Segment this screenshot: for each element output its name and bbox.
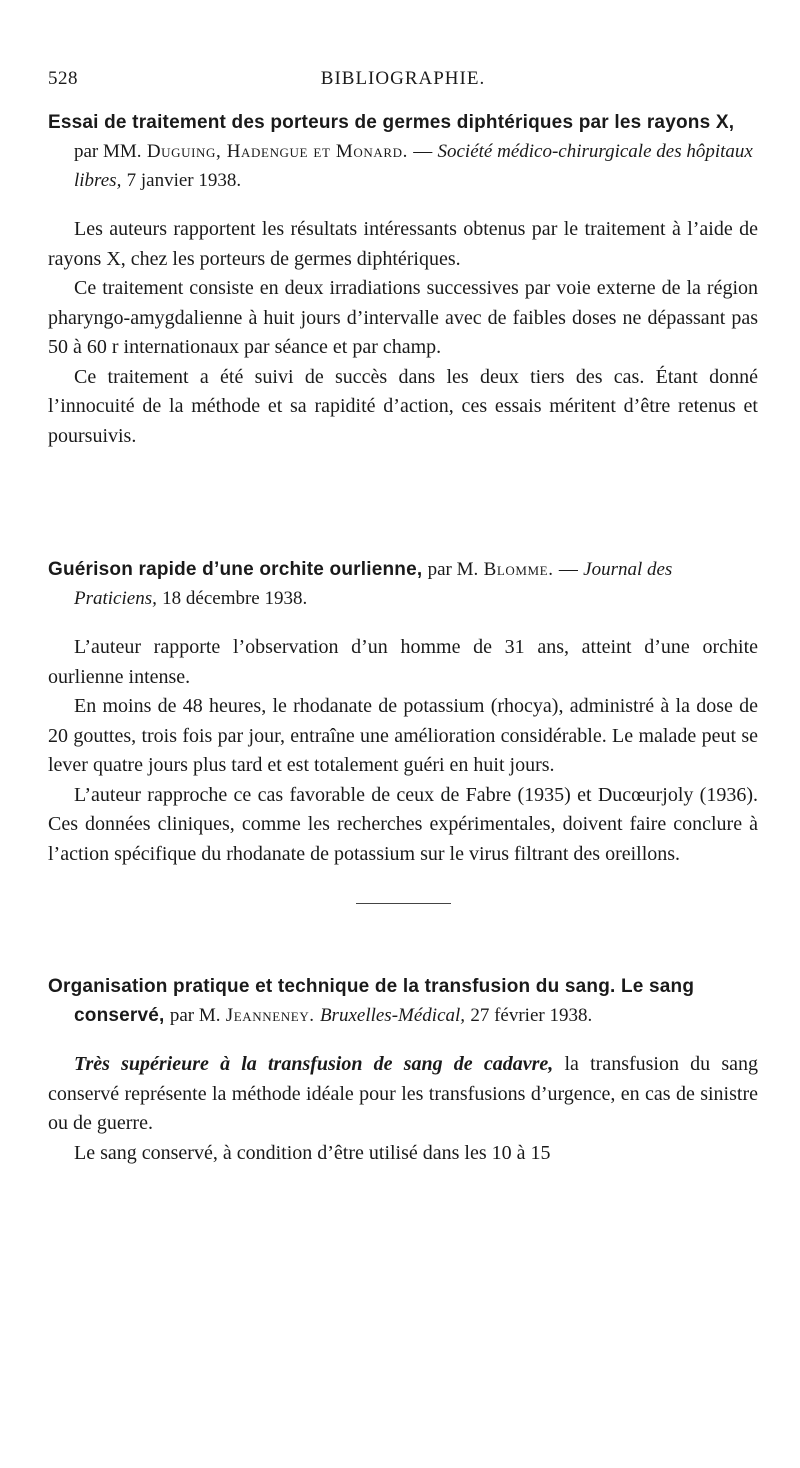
- entry-par: par M.: [427, 559, 479, 580]
- entry-title: Organisation pratique et technique de la transfusion du sang. Le sang conservé,: [48, 976, 695, 1026]
- paragraph: L’auteur rapproche ce cas favorable de ceux de Fabre (1935) et Ducœurjoly (1936). Ces données cliniques, comme les recherches expérimentales, doivent faire conclure à l’action spécifique du rhodanate de potassium sur le virus filtrant des oreillons.: [48, 783, 758, 865]
- entry-separator: —: [413, 141, 433, 162]
- entry-title: Essai de traitement des porteurs de germes diphtériques par les rayons X,: [48, 112, 735, 133]
- entry-heading: [48, 108, 758, 195]
- entry-title: Guérison rapide d’une orchite ourlienne,: [48, 559, 423, 580]
- running-head: [48, 60, 758, 94]
- entry-date: 27 février 1938.: [470, 1005, 593, 1026]
- entry-par: par MM.: [74, 141, 142, 162]
- paragraph: L’auteur rapporte l’observation d’un homme de 31 ans, atteint d’une orchite ourlienne intense.: [48, 636, 758, 688]
- bibliography-entry: [48, 972, 758, 1168]
- paragraph: En moins de 48 heures, le rhodanate de potassium (rhocya), administré à la dose de 20 gouttes, trois fois par jour, entraîne une amélioration considérable. Le malade peut se lever quatre jours plus tard et est totalement guéri en huit jours.: [48, 695, 758, 776]
- running-title: BIBLIOGRAPHIE.: [320, 68, 486, 89]
- paragraph: [48, 1050, 758, 1139]
- paragraph: Ce traitement a été suivi de succès dans les deux tiers des cas. Étant donné l’innocuité de la méthode et sa rapidité d’action, ces essais méritent d’être retenus et poursuivis.: [48, 365, 758, 447]
- paragraph: Les auteurs rapportent les résultats intéressants obtenus par le traitement à l’aide de rayons X, chez les porteurs de germes diphtériques.: [48, 218, 758, 270]
- entry-par: par M.: [169, 1005, 221, 1026]
- entry-date: 7 janvier 1938.: [126, 170, 242, 191]
- page-number: 528: [48, 68, 78, 89]
- entry-heading: [48, 555, 758, 613]
- entry-authors: Blomme.: [483, 559, 554, 580]
- entry-separator: —: [558, 559, 578, 580]
- paragraph: Ce traitement consiste en deux irradiations successives par voie externe de la région pharyngo-amygdalienne à huit jours d’intervalle avec de faibles doses ne dépassant pas 50 à 60 r internationaux par séance et par champ.: [48, 277, 758, 358]
- entry-body: [48, 633, 758, 869]
- entry-source: Journal des Praticiens,: [74, 559, 673, 609]
- bibliography-entry: [48, 555, 758, 869]
- entry-body: [48, 1050, 758, 1168]
- entry-heading: [48, 972, 758, 1030]
- bibliography-entry: [48, 108, 758, 451]
- lead-italic-phrase: Très supérieure à la transfusion de sang de cadavre,: [74, 1053, 554, 1075]
- entry-date: 18 décembre 1938.: [162, 588, 308, 609]
- paragraph-text: la transfusion du sang conservé représente la méthode idéale pour les transfusions d’urgence, en cas de sinistre ou de guerre.: [48, 1053, 759, 1134]
- entry-authors: Jeanneney.: [225, 1005, 315, 1026]
- document-page: [48, 60, 758, 1168]
- paragraph: Le sang conservé, à condition d’être utilisé dans les 10 à 15: [74, 1141, 551, 1164]
- entry-source: Société médico-chirurgicale des hôpitaux libres,: [74, 141, 753, 191]
- entry-source: Bruxelles-Médical,: [319, 1005, 466, 1026]
- entry-authors: Duguing, Hadengue et Monard.: [146, 141, 408, 162]
- entry-body: [48, 215, 758, 451]
